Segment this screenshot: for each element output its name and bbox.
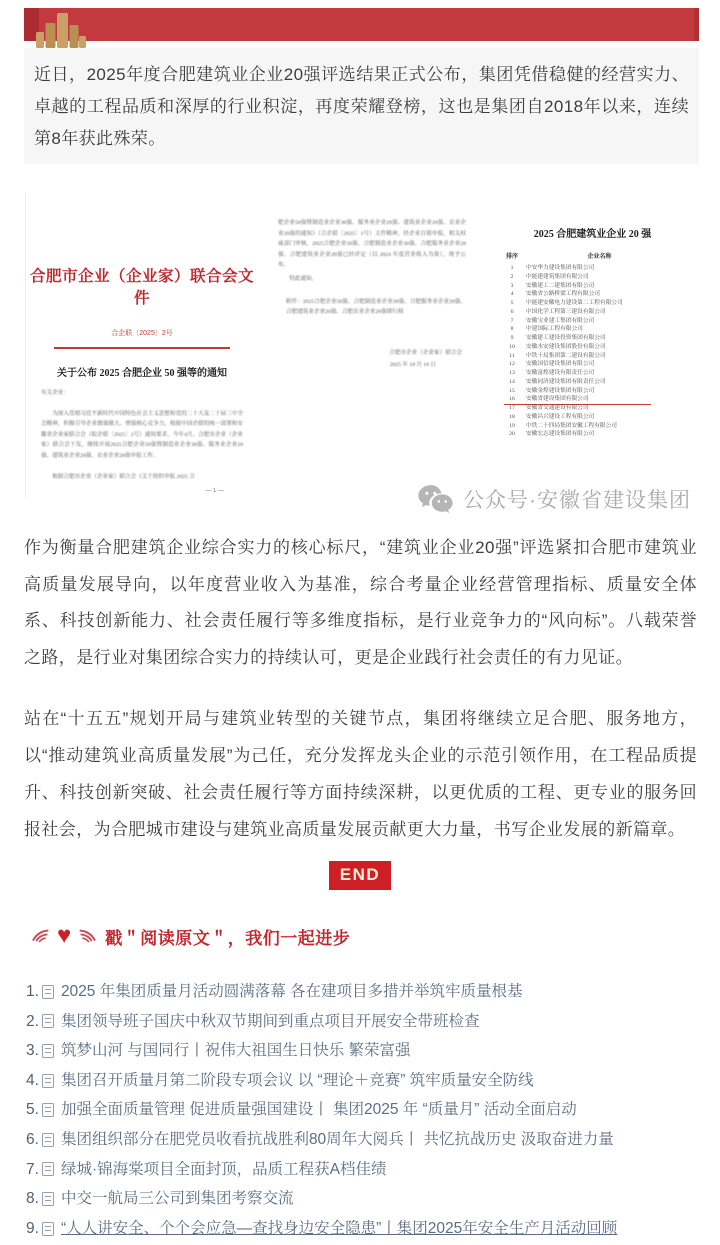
ranking-company-name: 中能建建筑集团有限公司 — [526, 273, 589, 280]
ranking-rank: 4 — [510, 291, 514, 298]
ranking-row — [502, 369, 685, 378]
document-icon — [42, 1074, 54, 1088]
link-label: 绿城·锦海棠项目全面封顶，品质工程获A档佳绩 — [60, 1160, 387, 1178]
wechat-icon — [417, 483, 454, 515]
ranking-company-name: 安徽省建设集团有限公司 — [526, 396, 589, 403]
document-number: 合企联〔2025〕2号 — [111, 330, 173, 337]
related-article-link[interactable] — [26, 1095, 696, 1125]
ranking-rank: 9 — [510, 335, 514, 341]
ranking-row — [502, 290, 685, 299]
ranking-company-name: 安徽水安建设集团股份有限公司 — [526, 343, 606, 350]
ranking-company-name: 中国化学工程第三建设有限公司 — [526, 308, 606, 315]
link-number: 5. — [26, 1101, 39, 1119]
ranking-row — [502, 282, 685, 291]
document-page-ranking — [486, 192, 699, 498]
ranking-rank: 20 — [509, 431, 515, 438]
ranking-company-name: 安徽金煌建设集团有限公司 — [526, 387, 595, 394]
wing-right-icon — [78, 928, 98, 945]
ranking-rank: 14 — [509, 378, 515, 385]
ranking-row — [502, 404, 685, 413]
ranking-company-name: 安徽建工二建集团有限公司 — [526, 282, 595, 289]
ranking-rank: 19 — [509, 422, 515, 429]
ranking-company-name: 安徽宝业建工集团有限公司 — [526, 317, 595, 324]
ranking-row — [502, 273, 685, 282]
ranking-row — [502, 334, 685, 343]
ranking-rank: 10 — [509, 343, 515, 350]
ranking-rank: 7 — [510, 317, 514, 324]
ranking-row — [502, 430, 685, 439]
link-number: 8. — [26, 1190, 39, 1208]
ranking-rank: 13 — [509, 370, 515, 376]
body-paragraph-3: 站在“十五五”规划开局与建筑业转型的关键节点，集团将继续立足合肥、服务地方，以“推动建筑业高质量发展”为己任，充分发挥龙头企业的示范引领作用，在工程品质提升、科技创新突破、社会责任履行等方面持续深耕，以更优质的工程、更专业的服务回报社会，为合肥城市建设与建筑业高质量发展贡献更大力量，书写企业发展的新篇章。 — [24, 709, 697, 839]
wing-left-icon — [30, 928, 50, 945]
ranking-rank: 6 — [510, 308, 514, 315]
notice-attachment: 附件：2025合肥企业50强、合肥制造业企业30强、合肥服务业企业20强、合肥建筑业企业20强、合肥农业企业20强排行榜 — [286, 298, 466, 316]
letterhead-title: 合肥市企业（企业家）联合会文件 — [29, 268, 254, 307]
ranking-row — [502, 299, 685, 308]
link-number: 9. — [26, 1219, 39, 1237]
related-article-link[interactable] — [26, 1214, 696, 1244]
notice-body-1: 为深入贯彻习近平新时代中国特色社会主义思想和党的二十大及二十届三中全会精神，积极引导企业做强做大、增强核心竞争力，根据中国企联的统一部署和安徽省企业家联合会（皖企联〔2025〕2号）通知要求，今年4月，合肥市企业（企业家）联合会下发，继续开展2025合肥企业50强暨制造业企业30强、服务业企业20强、建筑业企业20强、农业企业20强申报工作。 — [41, 410, 243, 459]
ranking-company-name: 安徽富煌建设有限责任公司 — [526, 370, 595, 376]
ranking-rank: 3 — [510, 282, 514, 289]
ranking-company-name: 中铁十局集团第二建设有限公司 — [526, 352, 606, 359]
page-number: — 1 — — [205, 488, 224, 494]
buildings-skyline-icon — [35, 8, 87, 48]
link-label: 加强全面质量管理 促进质量强国建设丨 集团2025 年 “质量月” 活动全面启动 — [60, 1101, 577, 1119]
document-icon — [42, 1103, 54, 1117]
related-article-link[interactable] — [26, 1125, 696, 1155]
ranking-company-name: 中安华力建设集团有限公司 — [526, 265, 595, 271]
ranking-row — [502, 387, 685, 396]
link-number: 7. — [26, 1160, 39, 1178]
related-article-link[interactable] — [26, 1155, 696, 1185]
wechat-watermark — [417, 483, 691, 515]
link-label: 筑梦山河 与国同行丨祝伟大祖国生日快乐 繁荣富强 — [60, 1042, 411, 1060]
notice-date: 2025 年 10 月 16 日 — [389, 362, 436, 369]
related-article-link[interactable] — [26, 977, 696, 1007]
ranking-row — [502, 395, 685, 404]
document-icon — [42, 1222, 54, 1236]
heart-icon: ♥ — [57, 921, 72, 949]
watermark-label: 公众号·安徽省建设集团 — [463, 489, 691, 512]
ranking-company-name: 安徽昌兴建设工程有限公司 — [526, 413, 595, 420]
related-article-link[interactable] — [26, 1066, 696, 1096]
ranking-row — [502, 325, 685, 334]
link-label: “人人讲安全、个个会应急—查找身边安全隐患”丨集团2025年安全生产月活动回顾 — [60, 1219, 618, 1237]
link-label: 2025 年集团质量月活动圆满落幕 各在建项目多措并举筑牢质量根基 — [60, 983, 523, 1000]
ranking-company-name: 安徽省交通建设有限公司 — [526, 405, 589, 411]
letterhead-rule — [54, 347, 230, 349]
document-icon — [42, 1133, 54, 1147]
ranking-company-name: 中建国际工程有限公司 — [526, 326, 583, 333]
ranking-company-name: 中能建安徽电力建设第二工程有限公司 — [526, 300, 623, 306]
banner-accent-right — [694, 8, 699, 41]
ranking-company-name: 安徽建工建设投资集团有限公司 — [526, 335, 606, 341]
link-number: 4. — [26, 1071, 39, 1089]
related-article-link[interactable] — [26, 1036, 696, 1066]
ranking-row — [502, 317, 685, 326]
ranking-header-row — [502, 251, 677, 260]
notice-body-continued: 肥企业50强暨制造业企业30强、服务业企业20强、建筑业企业20强、农业企业20强的通知》（合企联〔2025〕1号）文件精神，经企业自愿申报，相关权威部门审核，2025合肥企业50强、合肥制造业企业30强、合肥服务业企业20强、合肥建筑业企业20强已经评定（以 2024 年度营业收入为准），现予公布。 — [278, 220, 466, 269]
ranking-company-name: 中铁二十四局集团安徽工程有限公司 — [526, 422, 617, 429]
ranking-title: 2025 合肥建筑业企业 20 强 — [533, 229, 652, 240]
header-banner — [24, 8, 699, 41]
link-number: 6. — [26, 1130, 39, 1148]
ranking-rank: 11 — [509, 352, 515, 359]
read-original-cta[interactable] — [30, 921, 720, 949]
ranking-rank: 12 — [509, 361, 515, 368]
related-article-link[interactable] — [26, 1184, 696, 1214]
ranking-rows — [502, 264, 685, 439]
ranking-rank: 8 — [510, 326, 514, 333]
ranking-col-company: 企业名称 — [587, 254, 612, 260]
link-number: 2. — [26, 1012, 39, 1030]
ranking-col-rank: 排序 — [505, 254, 518, 260]
ranking-rank: 1 — [510, 265, 514, 271]
end-badge: END — [329, 861, 391, 890]
document-icon — [42, 1014, 54, 1028]
ranking-rank: 5 — [510, 300, 514, 306]
related-links-list — [26, 977, 696, 1243]
end-badge-row — [0, 861, 720, 890]
notice-signature: 合肥市企业（企业家）联合会 — [389, 349, 462, 356]
ranking-row — [502, 352, 685, 361]
notice-closing: 特此通知。 — [289, 275, 318, 282]
document-icon — [42, 1044, 54, 1058]
ranking-company-name: 安徽省公路桥梁工程有限公司 — [526, 291, 600, 298]
link-label: 集团领导班子国庆中秋双节期间到重点项目开展安全带班检查 — [60, 1012, 480, 1030]
ranking-row — [502, 378, 685, 387]
notice-body-2: 根据合肥市企业（企业家）联合会《关于组织申报 2025 合 — [52, 473, 195, 480]
body-paragraph-2: 作为衡量合肥建筑企业综合实力的核心标尺，“建筑业企业20强”评选紧扣合肥市建筑业高质量发展导向，以年度营业收入为基准，综合考量企业经营管理指标、质量安全体系、科技创新能力、社会责任履行等多维度指标，是行业竞争力的“风向标”。八载荣誉之路，是行业对集团综合实力的持续认可，更是企业践行社会责任的有力见证。 — [24, 538, 697, 667]
ranking-row — [502, 264, 685, 273]
ranking-rank: 16 — [509, 396, 515, 403]
document-icon — [42, 985, 54, 999]
link-label: 集团组织部分在肥党员收看抗战胜利80周年大阅兵丨 共忆抗战历史 汲取奋进力量 — [60, 1130, 614, 1148]
notice-salutation: 有关企业： — [41, 390, 69, 396]
ranking-rank: 17 — [509, 405, 515, 411]
link-label: 集团召开质量月第二阶段专项会议 以 “理论＋竞赛” 筑牢质量安全防线 — [60, 1071, 534, 1089]
intro-highlight-box — [24, 48, 699, 164]
ranking-row — [502, 360, 685, 369]
notice-title: 关于公布 2025 合肥企业 50 强等的通知 — [57, 368, 227, 379]
link-number: 3. — [26, 1042, 39, 1060]
ranking-rank: 2 — [510, 273, 514, 280]
ranking-row — [502, 308, 685, 317]
ranking-row — [502, 413, 685, 422]
document-page-cover — [25, 192, 258, 498]
document-icon — [42, 1192, 54, 1206]
ranking-rank: 18 — [509, 413, 515, 420]
ranking-company-name: 安徽国信建设集团有限公司 — [526, 361, 595, 368]
link-label: 中交一航局三公司到集团考察交流 — [60, 1190, 294, 1208]
link-number: 1. — [26, 983, 39, 1000]
cta-text: 戳＂阅读原文＂，我们一起进步 — [105, 929, 351, 948]
ranking-row — [502, 343, 685, 352]
intro-paragraph: 近日，2025年度合肥建筑业企业20强评选结果正式公布，集团凭借稳健的经营实力、卓越的工程品质和深厚的行业积淀，再度荣耀登榜，这也是集团自2018年以来，连续第8年获此殊荣。 — [34, 65, 689, 148]
ranking-row — [502, 422, 685, 431]
document-page-body — [264, 192, 480, 498]
ranking-company-name: 安徽同济建设集团有限责任公司 — [526, 378, 606, 385]
ranking-company-name: 安徽宏志建设集团有限公司 — [526, 431, 595, 438]
ranking-rank: 15 — [509, 387, 515, 394]
related-article-link[interactable] — [26, 1007, 696, 1037]
document-icon — [42, 1162, 54, 1176]
document-photo[interactable] — [24, 180, 699, 515]
